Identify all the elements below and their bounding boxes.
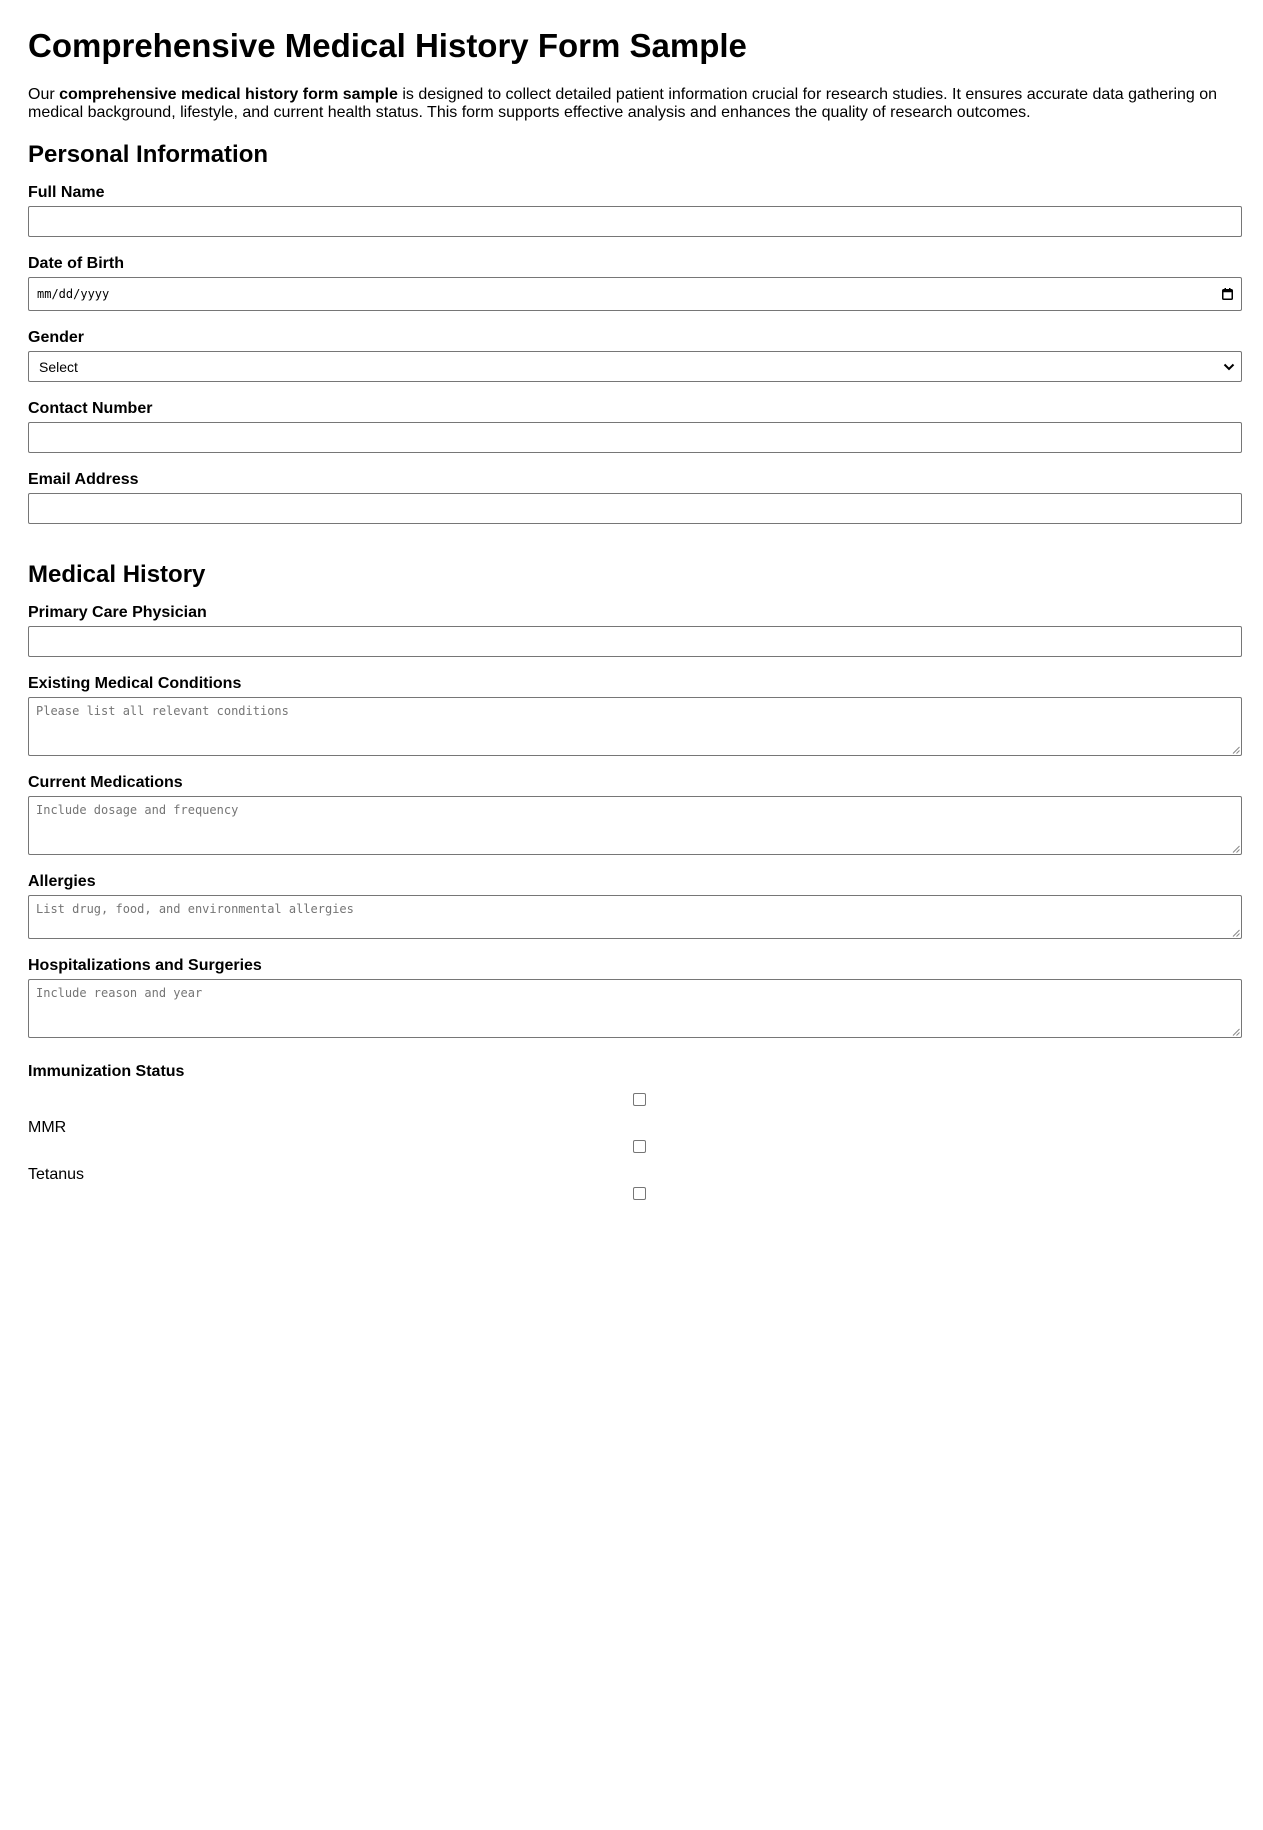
dob-placeholder: mm/dd/yyyy <box>37 287 110 301</box>
full-name-field <box>28 183 1235 237</box>
calendar-icon[interactable] <box>1222 288 1233 300</box>
email-label: Email Address <box>28 471 139 488</box>
resize-grip-icon[interactable] <box>1231 1027 1240 1036</box>
email-input[interactable] <box>28 493 1242 524</box>
intro-bold: comprehensive medical history form sample <box>59 86 398 103</box>
immunization-label: Immunization Status <box>28 1063 185 1080</box>
resize-grip-icon[interactable] <box>1231 844 1240 853</box>
contact-label: Contact Number <box>28 400 153 417</box>
conditions-label: Existing Medical Conditions <box>28 675 242 692</box>
allergies-textarea[interactable] <box>28 895 1242 939</box>
contact-input[interactable] <box>28 422 1242 453</box>
hospitalizations-field <box>28 956 1235 1038</box>
tetanus-checkbox[interactable] <box>633 1140 646 1153</box>
allergies-placeholder: List drug, food, and environmental allergies <box>36 902 354 916</box>
gender-select[interactable] <box>28 351 1242 382</box>
hospitalizations-label: Hospitalizations and Surgeries <box>28 957 262 974</box>
chevron-down-icon <box>1223 363 1235 371</box>
physician-input[interactable] <box>28 626 1242 657</box>
medications-field <box>28 773 1235 855</box>
physician-label: Primary Care Physician <box>28 604 207 621</box>
physician-field <box>28 603 1235 657</box>
conditions-field <box>28 674 1235 756</box>
medications-label: Current Medications <box>28 774 183 791</box>
mmr-checkbox[interactable] <box>633 1093 646 1106</box>
hospitalizations-textarea[interactable] <box>28 979 1242 1038</box>
allergies-field <box>28 872 1235 939</box>
full-name-label: Full Name <box>28 184 105 201</box>
trailing-checkbox[interactable] <box>633 1187 646 1200</box>
intro-prefix: Our <box>28 86 60 103</box>
tetanus-label: Tetanus <box>28 1166 85 1183</box>
contact-field <box>28 399 1235 453</box>
gender-field <box>28 328 1235 382</box>
resize-grip-icon[interactable] <box>1231 928 1240 937</box>
conditions-placeholder: Please list all relevant conditions <box>36 704 289 718</box>
dob-field <box>28 254 1235 311</box>
dob-input[interactable] <box>28 277 1242 311</box>
medications-placeholder: Include dosage and frequency <box>36 803 239 817</box>
personal-info-heading: Personal Information <box>28 141 269 168</box>
intro-paragraph <box>28 86 1235 122</box>
medications-textarea[interactable] <box>28 796 1242 855</box>
resize-grip-icon[interactable] <box>1231 745 1240 754</box>
allergies-label: Allergies <box>28 873 96 890</box>
hospitalizations-placeholder: Include reason and year <box>36 986 203 1000</box>
immunization-group <box>28 1081 1235 1221</box>
intro-suffix: is designed to collect detailed patient information crucial for research studies. It ensures accurate data gathering on medical background, lifestyle, and current health status. This form supports effective analysis and enhances the quality of research outcomes. <box>28 86 1218 121</box>
medical-history-heading: Medical History <box>28 561 206 588</box>
page-title: Comprehensive Medical History Form Sample <box>28 27 747 64</box>
full-name-input[interactable] <box>28 206 1242 237</box>
gender-label: Gender <box>28 329 85 346</box>
gender-selected-value: Select <box>39 358 78 375</box>
email-field <box>28 470 1235 524</box>
dob-label: Date of Birth <box>28 255 124 272</box>
conditions-textarea[interactable] <box>28 697 1242 756</box>
mmr-label: MMR <box>28 1119 67 1136</box>
